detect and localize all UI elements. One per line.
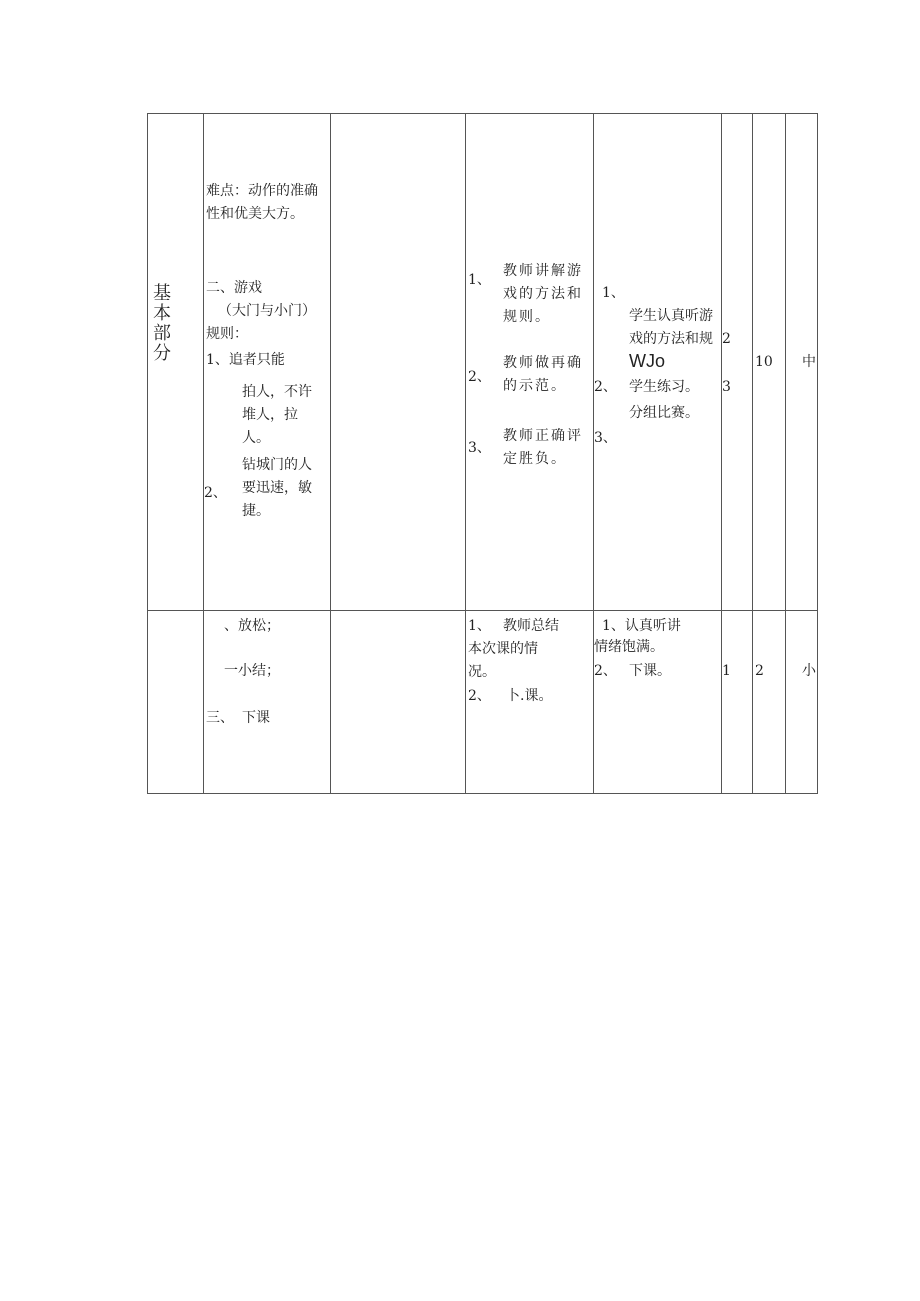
- teacher-item-2-text: 教师做再确的示范。: [503, 355, 583, 394]
- student-activity-cell: [594, 611, 722, 794]
- student-activity-cell: [594, 114, 722, 611]
- teacher-activity-cell: [466, 114, 594, 611]
- rule-2-number: 2、: [204, 485, 227, 501]
- teacher-closing-1-number: 1、: [468, 618, 491, 634]
- student-item-2-text: 学生练习。: [629, 379, 699, 395]
- student-item-3-text: 分组比赛。: [629, 405, 699, 421]
- times-cell: [722, 611, 753, 794]
- closing-item-1: 、放松；: [224, 618, 280, 634]
- student-closing-2-text: 下课。: [629, 663, 671, 679]
- lesson-plan-table: [147, 113, 818, 794]
- rule-2-body: 钻城门的人要迅速，敏捷。: [242, 457, 312, 519]
- intensity-value: 中: [802, 354, 816, 370]
- student-closing-1: 1、认真听讲: [602, 618, 681, 634]
- teacher-item-1-text: 教师讲解游戏的方法和规则。: [503, 263, 583, 325]
- game-name: （大门与小门）: [218, 303, 316, 319]
- teacher-item-3-text: 教师正确评定胜负。: [503, 428, 583, 467]
- section-cell: [148, 611, 204, 794]
- difficulty-text: 难点：动作的准确性和优美大方。: [206, 183, 318, 222]
- student-item-1-number: 1、: [602, 285, 625, 301]
- teacher-closing-2-number: 2、: [468, 688, 491, 704]
- rules-label: 规则：: [206, 326, 248, 342]
- student-item-1-garble: WJo: [629, 351, 665, 371]
- closing-item-3-text: 下课: [242, 710, 270, 726]
- minutes-cell: [753, 114, 786, 611]
- teacher-item-2-number: 2、: [468, 369, 491, 385]
- rule-1-body: 拍人，不许堆人，拉人。: [242, 384, 312, 446]
- section-cell: [148, 114, 204, 611]
- teacher-closing-1-text: 教师总结: [503, 618, 559, 634]
- closing-item-2: 一小结；: [224, 663, 280, 679]
- table-row-basic-part: [148, 114, 818, 611]
- table-row-closing-part: [148, 611, 818, 794]
- rule-1-head: 1、追者只能: [206, 352, 285, 368]
- empty-cell: [331, 611, 466, 794]
- intensity-cell: [786, 611, 818, 794]
- content-cell: [204, 611, 331, 794]
- intensity-value: 小: [802, 663, 816, 679]
- closing-item-3-number: 三、: [206, 710, 234, 726]
- minutes-value: 2: [755, 663, 764, 679]
- times-value-a: 2: [722, 331, 731, 347]
- content-cell: [204, 114, 331, 611]
- student-item-1-text: 学生认真听游戏的方法和规: [629, 308, 713, 347]
- student-item-3-number: 3、: [594, 430, 617, 446]
- minutes-cell: [753, 611, 786, 794]
- student-closing-2-number: 2、: [594, 663, 617, 679]
- times-value: 1: [722, 663, 731, 679]
- times-value-b: 3: [722, 379, 731, 395]
- teacher-closing-2-text: 卜.课。: [506, 688, 553, 704]
- teacher-item-1-number: 1、: [468, 272, 491, 288]
- student-closing-1-cont: 情绪饱满。: [594, 639, 664, 655]
- teacher-closing-1-cont: 本次课的情况。: [468, 641, 538, 680]
- teacher-activity-cell: [466, 611, 594, 794]
- game-title: 二、游戏: [206, 280, 262, 296]
- section-label: 基本部分: [153, 283, 171, 364]
- student-item-2-number: 2、: [594, 379, 617, 395]
- minutes-value: 10: [755, 354, 773, 370]
- empty-cell: [331, 114, 466, 611]
- times-cell: [722, 114, 753, 611]
- intensity-cell: [786, 114, 818, 611]
- teacher-item-3-number: 3、: [468, 440, 491, 456]
